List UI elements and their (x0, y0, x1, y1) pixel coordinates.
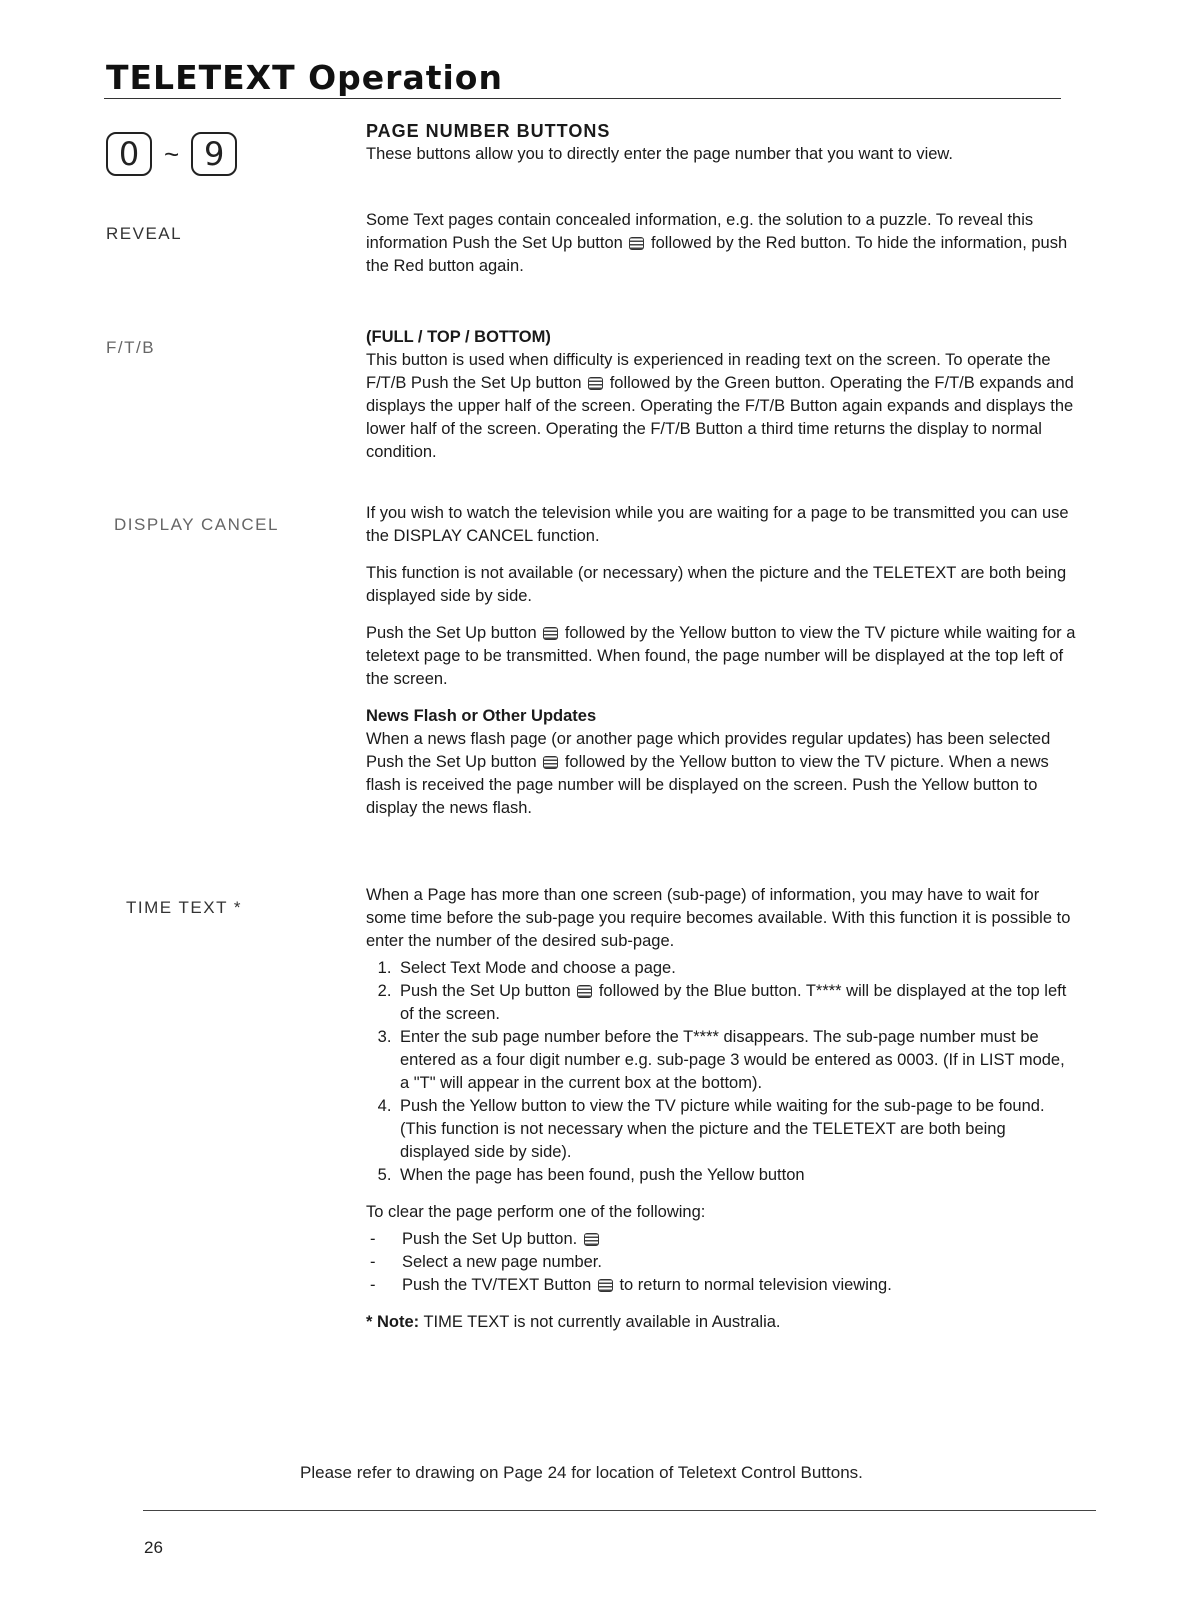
ftb-label: F/T/B (106, 338, 156, 357)
note-label: * Note: (366, 1313, 420, 1331)
time-text-note (366, 1311, 1078, 1334)
ftb-heading: (FULL / TOP / BOTTOM) (366, 328, 551, 346)
page-number-text: These buttons allow you to directly enter the page number that you want to view. (366, 145, 954, 163)
ftb-section (366, 326, 1078, 464)
key-9-icon: 9 (191, 132, 237, 176)
clear-intro: To clear the page perform one of the following: (366, 1203, 706, 1221)
news-flash-text (366, 728, 1078, 820)
ftb-text (366, 349, 1078, 464)
tv-text-button-icon (598, 1279, 613, 1292)
clear-option-2: - Select a new page number. (366, 1251, 1078, 1274)
step-4: 4. Push the Yellow button to view the TV picture while waiting for the sub-page to be found. (This function is not necessary when the picture and the TELETEXT are both being displayed side by side). (396, 1095, 1078, 1164)
display-cancel-para3-after: followed by the Yellow button to view the TV picture while waiting for a teletext page to be transmitted. When found, the page number will be displayed at the top left of the screen. (366, 624, 1076, 688)
news-flash-heading: News Flash or Other Updates (366, 707, 597, 725)
display-cancel-para3-before: Push the Set Up button (366, 624, 537, 642)
time-text-section (366, 884, 1078, 1334)
time-text-steps (366, 957, 1078, 1187)
step-1: 1. Select Text Mode and choose a page. (396, 957, 1078, 980)
clear-option-3-after: to return to normal television viewing. (619, 1276, 892, 1294)
step-2-after: followed by the Blue button. T**** will be displayed at the top left of the screen. (400, 982, 1067, 1023)
display-cancel-para2: This function is not available (or necessary) when the picture and the TELETEXT are both being displayed side by side. (366, 564, 1067, 605)
setup-button-icon (588, 377, 603, 390)
display-cancel-para1: If you wish to watch the television while you are waiting for a page to be transmitted you can use the DISPLAY CANCEL function. (366, 504, 1069, 545)
ftb-text-before: This button is used when difficulty is experienced in reading text on the screen. To operate the F/T/B Push the Set Up button (366, 351, 1051, 392)
display-cancel-label: DISPLAY CANCEL (114, 515, 279, 534)
footer-reference: Please refer to drawing on Page 24 for location of Teletext Control Buttons. (300, 1463, 863, 1482)
setup-button-icon (584, 1233, 599, 1246)
reveal-section (366, 209, 1078, 278)
note-text: TIME TEXT is not currently available in Australia. (423, 1313, 781, 1331)
news-flash-text-before: When a news flash page (or another page which provides regular updates) has been selected Push the Set Up button (366, 730, 1051, 771)
reveal-text-before: Some Text pages contain concealed information, e.g. the solution to a puzzle. To reveal this information Push the Set Up button (366, 211, 1034, 252)
reveal-text (366, 209, 1078, 278)
time-text-intro: When a Page has more than one screen (sub-page) of information, you may have to wait for some time before the sub-page you require becomes available. With this function it is possible to enter the number of the desired sub-page. (366, 886, 1071, 950)
setup-button-icon (629, 237, 644, 250)
step-3: 3. Enter the sub page number before the T**** disappears. The sub-page number must be entered as a four digit number e.g. sub-page 3 would be entered as 0003. (If in LIST mode, a "T" will appear in the current box at the bottom). (396, 1026, 1078, 1095)
time-text-label: TIME TEXT * (126, 898, 243, 917)
clear-option-1 (366, 1228, 1078, 1251)
title-divider (104, 98, 1061, 99)
page-number: 26 (144, 1538, 163, 1557)
clear-options (366, 1228, 1078, 1297)
reveal-text-after: followed by the Red button. To hide the information, push the Red button again. (366, 234, 1068, 275)
display-cancel-section (366, 502, 1078, 820)
page-number-section (366, 120, 1078, 166)
setup-button-icon (543, 756, 558, 769)
clear-option-1-text: Push the Set Up button. (402, 1230, 578, 1248)
news-flash-text-after: followed by the Yellow button to view the TV picture. When a news flash is received the page number will be displayed on the screen. Push the Yellow button to display the news flash. (366, 753, 1049, 817)
step-2-before: Push the Set Up button (400, 982, 571, 1000)
reveal-label: REVEAL (106, 224, 183, 243)
clear-option-3 (366, 1274, 1078, 1297)
ftb-text-after: followed by the Green button. Operating the F/T/B expands and displays the upper half of the screen. Operating the F/T/B Button again expands and displays the lower half of the screen. Operating the F/T/B Button a third time returns the display to normal condition. (366, 374, 1074, 461)
page-number-heading: PAGE NUMBER BUTTONS (366, 121, 611, 141)
setup-button-icon (577, 985, 592, 998)
display-cancel-para3 (366, 622, 1078, 691)
setup-button-icon (543, 627, 558, 640)
number-keys-graphic (106, 132, 237, 176)
footer-divider (143, 1510, 1096, 1511)
clear-option-3-before: Push the TV/TEXT Button (402, 1276, 592, 1294)
step-5: 5. When the page has been found, push the Yellow button (396, 1164, 1078, 1187)
page-title: TELETEXT Operation (106, 58, 503, 97)
key-0-icon: 0 (106, 132, 152, 176)
range-tilde: ~ (164, 138, 180, 169)
step-2 (396, 980, 1078, 1026)
